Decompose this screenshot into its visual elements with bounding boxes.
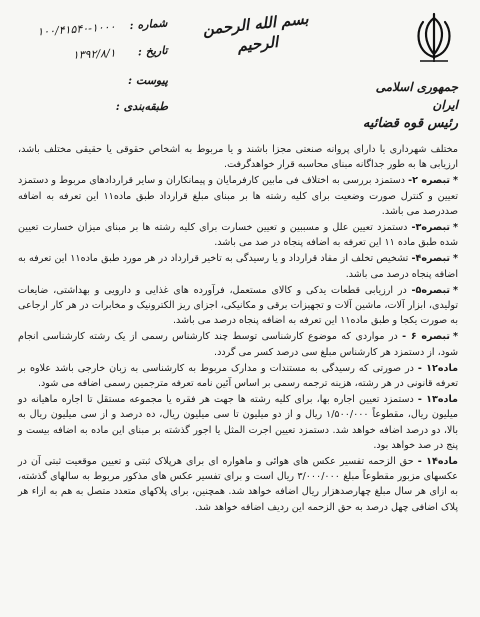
intro-paragraph: مختلف شهرداری یا دارای پروانه صنعتی مجزا باشند و یا مربوط به اشخاص حقوقی یا حقیقی مختلف باشد، ارزیابی ها به طور جداگانه مبنای محاسبه قرار خواهدگرفت. <box>18 144 458 171</box>
meta-number: شماره : ۱۰۰/۴۱۵۴۰-۱۰۰۰ <box>36 16 168 39</box>
iran-emblem-icon <box>414 12 454 64</box>
letter-meta <box>8 16 168 126</box>
org-title: رئیس قوه قضائیه <box>362 116 458 131</box>
note-3-paragraph: *تبصره۳- دستمزد تعیین علل و مسببین و تعیین خسارت برای کلیه رشته ها بر مبنای میزان خسارت تعیین شده طبق ماده ۱۱ این تعرفه به اضافه پنجاه در صد می باشد. <box>18 222 458 249</box>
article-12-paragraph: ماده۱۲ - در صورتی که رسیدگی به مستندات و مدارک مربوط به کارشناسی به زبان خارجی باشد علاوه بر تعرفه قانونی در هر رشته، هزینه ترجمه رسمی بر اساس آئین نامه تعرفه مترجمین رسمی اضافه می شود. <box>18 362 459 390</box>
article-14-paragraph: ماده۱۴ - حق الزحمه تفسیر عکس های هوائی و ماهواره ای برای هرپلاک ثبتی و تعیین موقعیت ثبتی آن در عکسهای مزبور مقطوعاً مبلغ ۳/۰۰۰/۰۰۰ ریال است و برای تفسیر عکس های مذکور مربوط به سالهای گذشته، به ازای هر سال مبلغ چهارصدهزار ریال اضافه خواهد شد. همچنین، برای پلاکهای متعدد متصل به هم به ازاء هر پلاک اضافی چهل درصد به حق الزحمه این ردیف اضافه خواهد شد. <box>18 456 459 513</box>
organization-heading <box>348 78 458 134</box>
meta-attachment: پیوست : <box>128 74 168 87</box>
note-5-paragraph: *تبصره۵- در ارزیابی قطعات یدکی و کالای مستعمل، فرآورده های غذایی و دارویی و بهداشتی، ضایعات تولیدی، ابزار آلات، ماشین آلات و تجهیزات برقی و مکانیکی، اجزای ریز الکترونیک و مخابرات در هر کار ارجاعی به صورت یکجا و طبق ماده۱۱ این تعرفه به اضافه پنجاه درصد می باشد. <box>18 284 458 327</box>
note-6-paragraph: *تبصره ۶ - در مواردی که موضوع کارشناسی توسط چند کارشناس رسمی از یک رشته کارشناسی انجام شود، از دستمزد هر کارشناس مبلغ سی درصد کسر می گردد. <box>18 331 458 358</box>
meta-classification: طبقه‌بندی : <box>115 100 168 113</box>
article-13-paragraph: ماده۱۳ - دستمزد تعیین اجاره بها، برای کلیه رشته ها جهت هر فقره یا مجموعه مستقل تا اجاره ماهیانه دو میلیون ریال، مقطوعاً ۱/۵۰۰/۰۰۰ ریال و از دو میلیون تا سی میلیون ریال، ده درصد و از سی میلیون ریال به بالا، دو درصد اضافه خواهد شد. دستمزد تعیین اجرت المثل یا اجور گذشته بر مبنای این ماده به اضافه بیست و پنج در صد خواهد بود. <box>18 394 459 451</box>
note-4-paragraph: *تبصره۴- تشخیص تخلف از مفاد قرارداد و یا رسیدگی به تاخیر قرارداد در هر مورد طبق ماده۱۱ این تعرفه به اضافه پنجاه درصد می باشد. <box>18 253 458 280</box>
letter-body <box>18 142 458 516</box>
meta-date: تاریخ : ۱۳۹۲/۸/۱ <box>72 43 168 62</box>
org-country: جمهوری اسلامی ایران <box>375 80 458 112</box>
note-2-paragraph: *تبصره ۲- دستمزد بررسی به اختلاف فی مابین کارفرمایان و پیمانکاران و سایر قراردادهای مربوط و دستمزد تعیین و کنترل صورت وضعیت برای کلیه رشته ها بر مبنای مبلغ قرارداد طبق ماده۱۱ این تعرفه به اضافه صددرصد می باشد. <box>18 175 458 217</box>
basmala-calligraphy: بسم الله الرحمن الرحیم <box>201 9 310 56</box>
